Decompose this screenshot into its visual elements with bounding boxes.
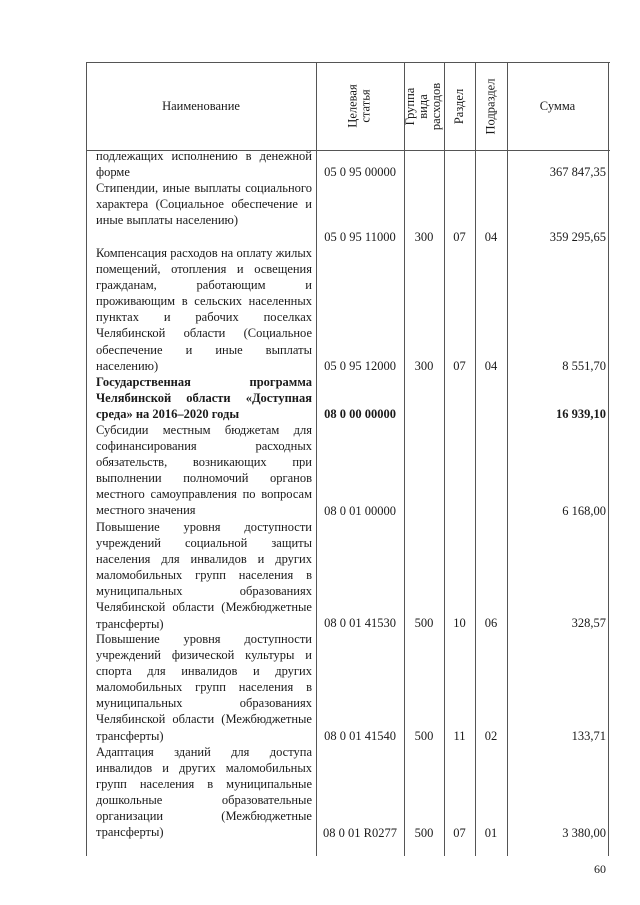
row-subsection: 06 xyxy=(484,616,498,630)
row-name: Повышение уровня доступности учреждений социальной защиты населения для инвалидов и других маломобильных групп населения в муниципальных образованиях Челябинской области (Межбюджетные трансферты) xyxy=(96,520,312,631)
row-sum: 6 168,00 xyxy=(562,504,606,518)
header-subsection xyxy=(475,62,507,150)
header-group-label: Группа вида расходов xyxy=(403,82,444,130)
row-subsection: 04 xyxy=(484,359,498,373)
header-sum xyxy=(507,62,608,150)
row-sum: 16 939,10 xyxy=(556,407,606,421)
row-section: 07 xyxy=(453,826,466,840)
header-section-label: Раздел xyxy=(452,88,467,124)
header-subsection-label: Подраздел xyxy=(483,78,498,134)
row-group: 300 xyxy=(414,230,434,244)
row-sum: 8 551,70 xyxy=(562,359,606,373)
page-number: 60 xyxy=(594,862,606,876)
row-group: 500 xyxy=(414,826,434,840)
row-name: Стипендии, иные выплаты социального характера (Социальное обеспечение и иные выплаты населению) xyxy=(96,181,312,228)
row-code: 08 0 01 R0277 xyxy=(323,826,397,840)
row-sum: 3 380,00 xyxy=(562,826,606,840)
row-sum: 359 295,65 xyxy=(549,230,606,244)
row-group: 300 xyxy=(414,359,434,373)
row-section: 07 xyxy=(453,230,466,244)
header-sum-label: Сумма xyxy=(539,98,576,113)
row-name: подлежащих исполнению в денежной форме xyxy=(96,149,312,180)
column-divider xyxy=(86,62,87,856)
row-section: 11 xyxy=(453,729,466,743)
column-divider xyxy=(608,62,609,856)
header-section xyxy=(444,62,475,150)
row-name: Повышение уровня доступности учреждений физической культуры и спорта для инвалидов и других маломобильных групп населения в муниципальных образованиях Челябинской области (Межбюджетные трансферты) xyxy=(96,632,312,743)
row-name: Компенсация расходов на оплату жилых помещений, отопления и освещения гражданам, работающим и проживающим в сельских населенных пунктах и рабочих поселках Челябинской области (Социальное обеспечение и иные выплаты населению) xyxy=(96,246,312,373)
row-sum: 328,57 xyxy=(571,616,606,630)
row-group: 500 xyxy=(414,729,434,743)
header-group xyxy=(404,62,444,150)
row-sum: 367 847,35 xyxy=(549,165,606,179)
row-group: 500 xyxy=(414,616,434,630)
row-section: 10 xyxy=(453,616,466,630)
row-subsection: 01 xyxy=(484,826,498,840)
row-subsection: 02 xyxy=(484,729,498,743)
row-code: 05 0 95 12000 xyxy=(324,359,396,373)
row-code: 05 0 95 00000 xyxy=(324,165,396,179)
header-name-label: Наименование xyxy=(162,98,240,113)
header-name xyxy=(86,62,316,150)
row-code: 08 0 01 41530 xyxy=(324,616,396,630)
row-name: Адаптация зданий для доступа инвалидов и других маломобильных групп населения в муниципальные дошкольные образовательные организации (Межбюджетные трансферты) xyxy=(96,745,312,840)
row-code: 08 0 01 41540 xyxy=(324,729,396,743)
header-target-label: Целевая статья xyxy=(346,84,373,128)
row-code: 08 0 00 00000 xyxy=(324,407,396,421)
row-sum: 133,71 xyxy=(571,729,606,743)
row-section: 07 xyxy=(453,359,466,373)
row-subsection: 04 xyxy=(484,230,498,244)
row-name: Государственная программа Челябинской области «Доступная среда» на 2016–2020 годы xyxy=(96,375,312,422)
row-code: 08 0 01 00000 xyxy=(324,504,396,518)
row-code: 05 0 95 11000 xyxy=(324,230,396,244)
row-name: Субсидии местным бюджетам для софинансирования расходных обязательств, возникающих при выполнении полномочий органов местного самоуправления по вопросам местного значения xyxy=(96,423,312,518)
header-target xyxy=(316,62,404,150)
budget-table xyxy=(86,62,610,856)
